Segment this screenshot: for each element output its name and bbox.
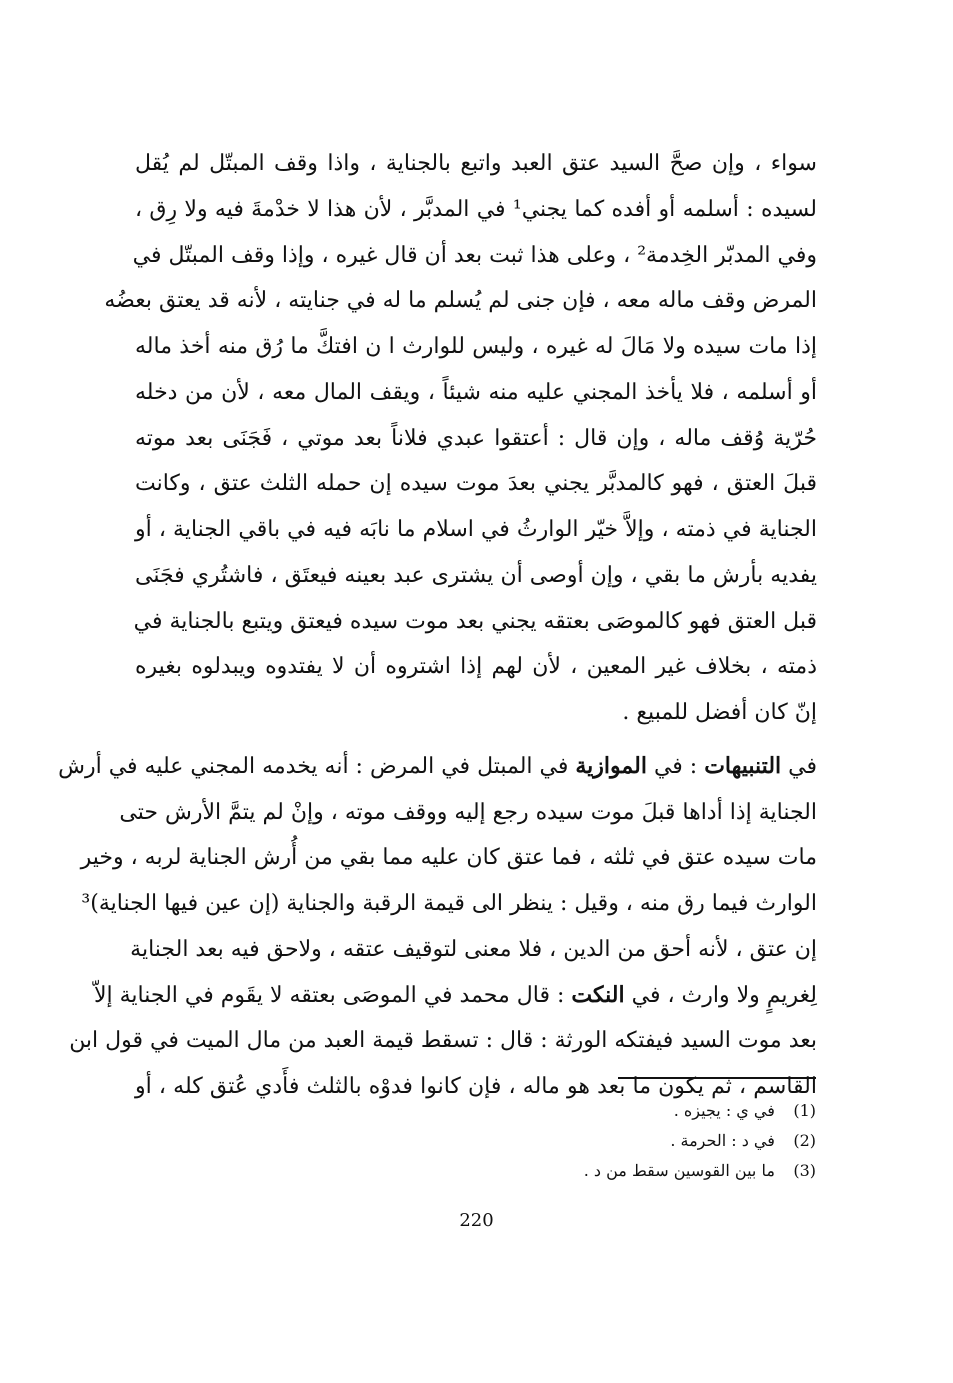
text-line: الوارث فيما رق منه ، وقيل : ينظر الى قيمة الرقبة والجناية (إن عين فيها الجناية)³ xyxy=(81,891,817,916)
footnote xyxy=(480,1156,816,1186)
text-line: الجناية إذا أداها قبلَ موت سيده رجع إليه ووقف موته ، وإنْ لم يتمَّ الأرش حتى xyxy=(119,799,817,825)
text-line: الجناية في ذمته ، وإلاَّ خيّر الوارثُ في اسلام ما نابَه فيه في باقي الجناية ، أو xyxy=(135,517,817,542)
text-segment: في المبتل في المرض : أنه يخدمه المجني عليه في أرش xyxy=(58,753,576,779)
footnote-number: (2) xyxy=(793,1131,816,1150)
text-line: إن عتق ، لأنه أحق من الدين ، فلا معنى لتوقيف عتقه ، ولاحق فيه بعد الجناية xyxy=(130,936,817,962)
text-line: المرض وقف ماله معه ، فإن جنى لم يُسلم ما له في جنايته ، لأنه قد يعتق بعضُه xyxy=(104,288,817,314)
footnote xyxy=(480,1126,816,1156)
text-line: ذمته ، بخلاف غير المعين ، لأن لهم إذا اشتروه أن لا يفتدوه ويبدلوه بغيره xyxy=(135,654,817,680)
bold-term-mawaziya: الموازية xyxy=(575,752,647,779)
text-segment: : قال محمد في الموصَى بعتقه لا يقَوم في الجناية إلاّ xyxy=(93,982,572,1008)
footnote xyxy=(480,1096,816,1126)
paragraph-gap xyxy=(135,736,817,744)
text-line: وفي المدبّر الخِدمة² ، وعلى هذا ثبت بعد أن قال غيره ، وإذا وقف المبتّل في xyxy=(132,242,817,268)
text-segment: : في xyxy=(646,753,705,779)
text-line: بعد موت السيد فيفتكه الورثة : قال : تسقط قيمة العبد من مال الميت في قول ابن xyxy=(69,1028,817,1054)
text-line: لسيده : أسلمه أو أفده كما يجني¹ في المدبَّر ، لأن هذا لا خدْمةَ فيه ولا رِق ، xyxy=(135,196,817,222)
text-line: يفديه بأرش ما بقي ، وإن أوصى أن يشترى عبد بعينه فيعتَق ، فاشتُري فجَنَى xyxy=(135,562,817,588)
text-segment: لِغريمٍ ولا وارث ، في xyxy=(624,982,817,1008)
page-number: 220 xyxy=(459,1210,494,1231)
footnote-text: ما بين القوسين سقط من د . xyxy=(583,1161,775,1180)
bold-term-tanbihat: التنبيهات xyxy=(704,752,782,779)
bold-term-nukat: النكت xyxy=(571,981,625,1008)
text-line xyxy=(93,973,817,1019)
text-line: قبل العتق فهو كالموصَى بعتقه يجني بعد موت سيده فيعتق ويتبع بالجناية في xyxy=(133,608,817,634)
text-line: إذا مات سيده ولا مَالَ له غيره ، وليس للوارث ا ن افتكَّ ما رُق منه أخذ ماله xyxy=(135,334,817,359)
footnote-number: (3) xyxy=(793,1161,816,1180)
footnote-number: (1) xyxy=(793,1101,816,1120)
footnote-text: في د : الحرمة . xyxy=(670,1131,775,1150)
text-segment: في xyxy=(781,753,817,779)
main-text xyxy=(58,141,817,1110)
text-line xyxy=(58,744,817,790)
footnote-text: في ي : يجيزه . xyxy=(673,1101,775,1120)
text-line: القاسم ، ثم يكون ما بعد هو ماله ، فإن كانوا فدوْه بالثلث فأَدي عُتق كله ، أو xyxy=(135,1074,817,1099)
text-line: سواء ، وإن صحَّ السيد عتق العبد واتبع بالجناية ، واذا وقف المبتّل لم يُقل xyxy=(135,151,817,176)
footnotes xyxy=(480,1096,816,1186)
text-line: قبلَ العتق ، فهو كالمدبَّر يجني بعدَ موت سيده إن حمله الثلث عتق ، وكانت xyxy=(135,471,817,497)
footnote-separator xyxy=(618,1077,816,1079)
text-line: حُرّية وُقف ماله ، وإن قال : أعتقوا عبدي فلاناً بعد موتي ، فَجَنَى بعد موته xyxy=(135,425,817,451)
text-line: أو أسلمه ، فلا يأخذ المجني عليه منه شيئاً ، ويقف المال معه ، لأن من دخله xyxy=(135,379,817,405)
text-line: مات سيده عتق في ثلثه ، فما عتق كان عليه مما بقي من أُرش الجناية لربه ، وخير xyxy=(80,845,817,871)
text-line: إنّ كان أفضل للمبيع . xyxy=(622,700,817,725)
